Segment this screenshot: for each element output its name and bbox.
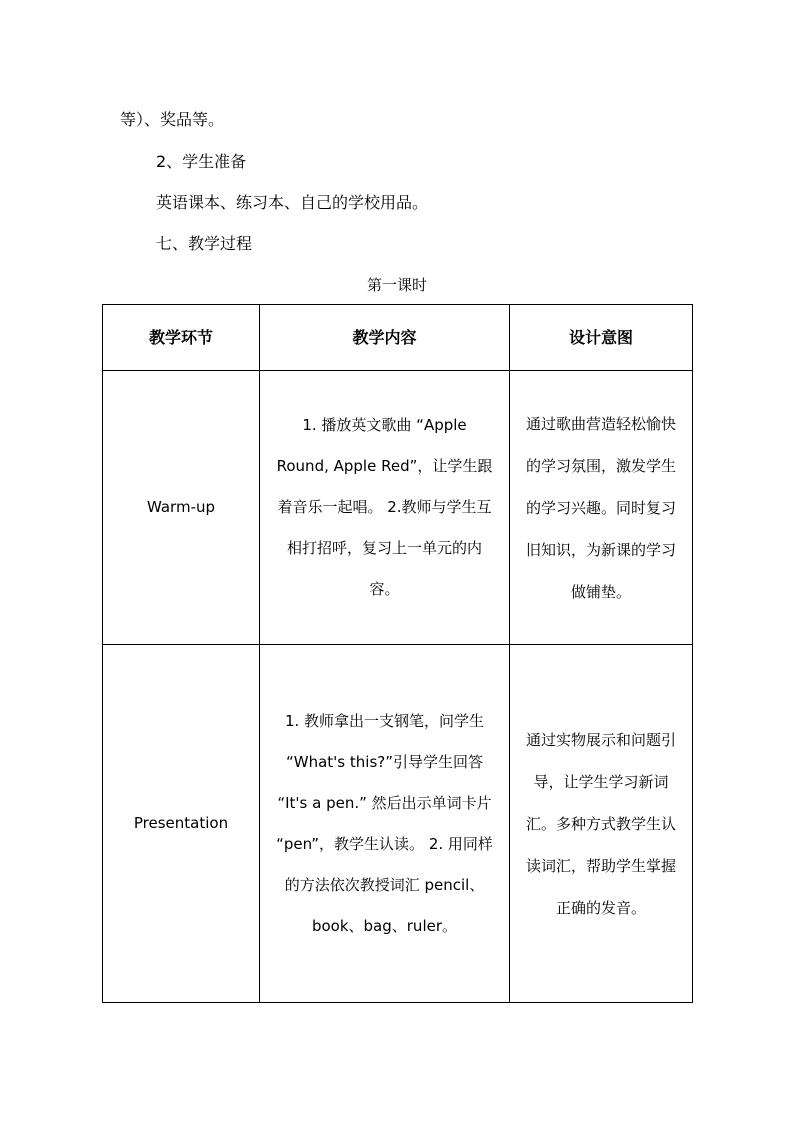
lesson-table (102, 304, 693, 1003)
table-row (103, 371, 693, 645)
purpose-text: 通过实物展示和问题引导，让学生学习新词汇。多种方式教学生认读词汇，帮助学生掌握正确的发音。 (525, 730, 676, 917)
table-caption: 第一课时 (366, 276, 427, 294)
purpose-text: 通过歌曲营造轻松愉快的学习氛围，激发学生的学习兴趣。同时复习旧知识，为新课的学习做铺垫。 (525, 414, 676, 601)
paragraph-line: 英语课本、练习本、自己的学校用品。 (156, 193, 429, 212)
content-text: 1. 教师拿出一支钢笔，问学生 “What's this?”引导学生回答 “It's a pen.” 然后出示单词卡片 “pen”，教学生认读。 2. 用同样的方法依次教授词汇 pencil、book、bag、ruler。 (276, 711, 493, 935)
purpose-cell (510, 371, 693, 645)
header-content: 教学内容 (260, 305, 510, 371)
section-heading-teaching-process: 七、教学过程 (156, 234, 253, 253)
header-purpose: 设计意图 (510, 305, 693, 371)
table-header-row (103, 305, 693, 371)
purpose-cell (510, 645, 693, 1003)
section-heading-student-prep: 2、学生准备 (156, 152, 247, 171)
content-text: 1. 播放英文歌曲 “Apple Round, Apple Red”，让学生跟着音乐一起唱。 2.教师与学生互相打招呼，复习上一单元的内容。 (276, 416, 493, 598)
paragraph-line: 等）、奖品等。 (120, 110, 225, 129)
table-row (103, 645, 693, 1003)
content-cell (260, 645, 510, 1003)
stage-cell: Warm-up (103, 371, 260, 645)
header-stage: 教学环节 (103, 305, 260, 371)
content-cell (260, 371, 510, 645)
stage-cell: Presentation (103, 645, 260, 1003)
